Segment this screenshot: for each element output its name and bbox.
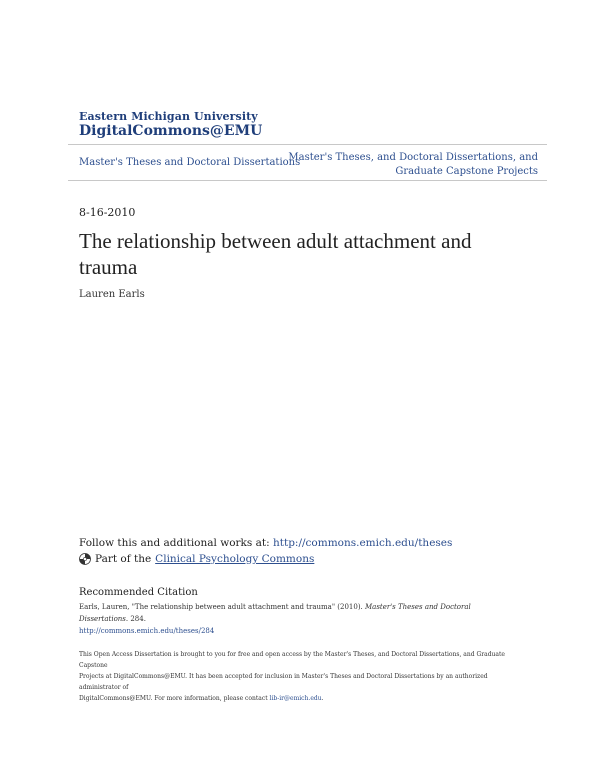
university-name: Eastern Michigan University xyxy=(79,110,258,123)
footer-line1: This Open Access Dissertation is brought to you for free and open access by the Master's Theses, and Doctoral Dissertations, and Graduate Capstone xyxy=(79,651,505,669)
footer-period: . xyxy=(321,695,324,702)
citation-block xyxy=(79,601,519,637)
document-author: Lauren Earls xyxy=(79,289,145,300)
publication-date: 8-16-2010 xyxy=(79,206,136,219)
footer-line3-wrap xyxy=(79,693,529,704)
footer-line2: Projects at DigitalCommons@EMU. It has been accepted for inclusion in Master's Theses and Doctoral Dissertations by an authorized administrator of xyxy=(79,673,488,691)
recommended-citation-heading: Recommended Citation xyxy=(79,587,198,598)
collection-link-right[interactable] xyxy=(278,151,538,179)
clinical-psychology-commons-link[interactable]: Clinical Psychology Commons xyxy=(155,553,315,565)
citation-number: . 284. xyxy=(125,615,146,623)
part-of-line xyxy=(79,553,314,565)
header-top-divider xyxy=(68,144,547,145)
repository-name[interactable]: DigitalCommons@EMU xyxy=(79,123,263,139)
collection-link-left[interactable]: Master's Theses and Doctoral Dissertations xyxy=(79,157,301,168)
contact-email-link[interactable]: lib-ir@emich.edu xyxy=(269,695,322,702)
follow-link[interactable]: http://commons.emich.edu/theses xyxy=(273,537,453,549)
citation-url[interactable]: http://commons.emich.edu/theses/284 xyxy=(79,627,215,635)
document-title: The relationship between adult attachment and trauma xyxy=(79,229,472,279)
collection-right-line1: Master's Theses, and Doctoral Dissertations, and xyxy=(288,152,538,163)
part-of-text: Part of the xyxy=(95,553,152,565)
follow-line xyxy=(79,537,452,549)
header-bottom-divider xyxy=(68,180,547,181)
citation-journal: Master's Theses and Doctoral Dissertations xyxy=(79,603,471,623)
network-icon xyxy=(79,553,91,565)
citation-text: Earls, Lauren, "The relationship between adult attachment and trauma" (2010). xyxy=(79,603,365,611)
follow-text: Follow this and additional works at: xyxy=(79,537,273,549)
collection-right-line2: Graduate Capstone Projects xyxy=(395,166,538,177)
footer-notice xyxy=(79,649,529,704)
footer-line3: DigitalCommons@EMU. For more information, please contact xyxy=(79,695,270,702)
